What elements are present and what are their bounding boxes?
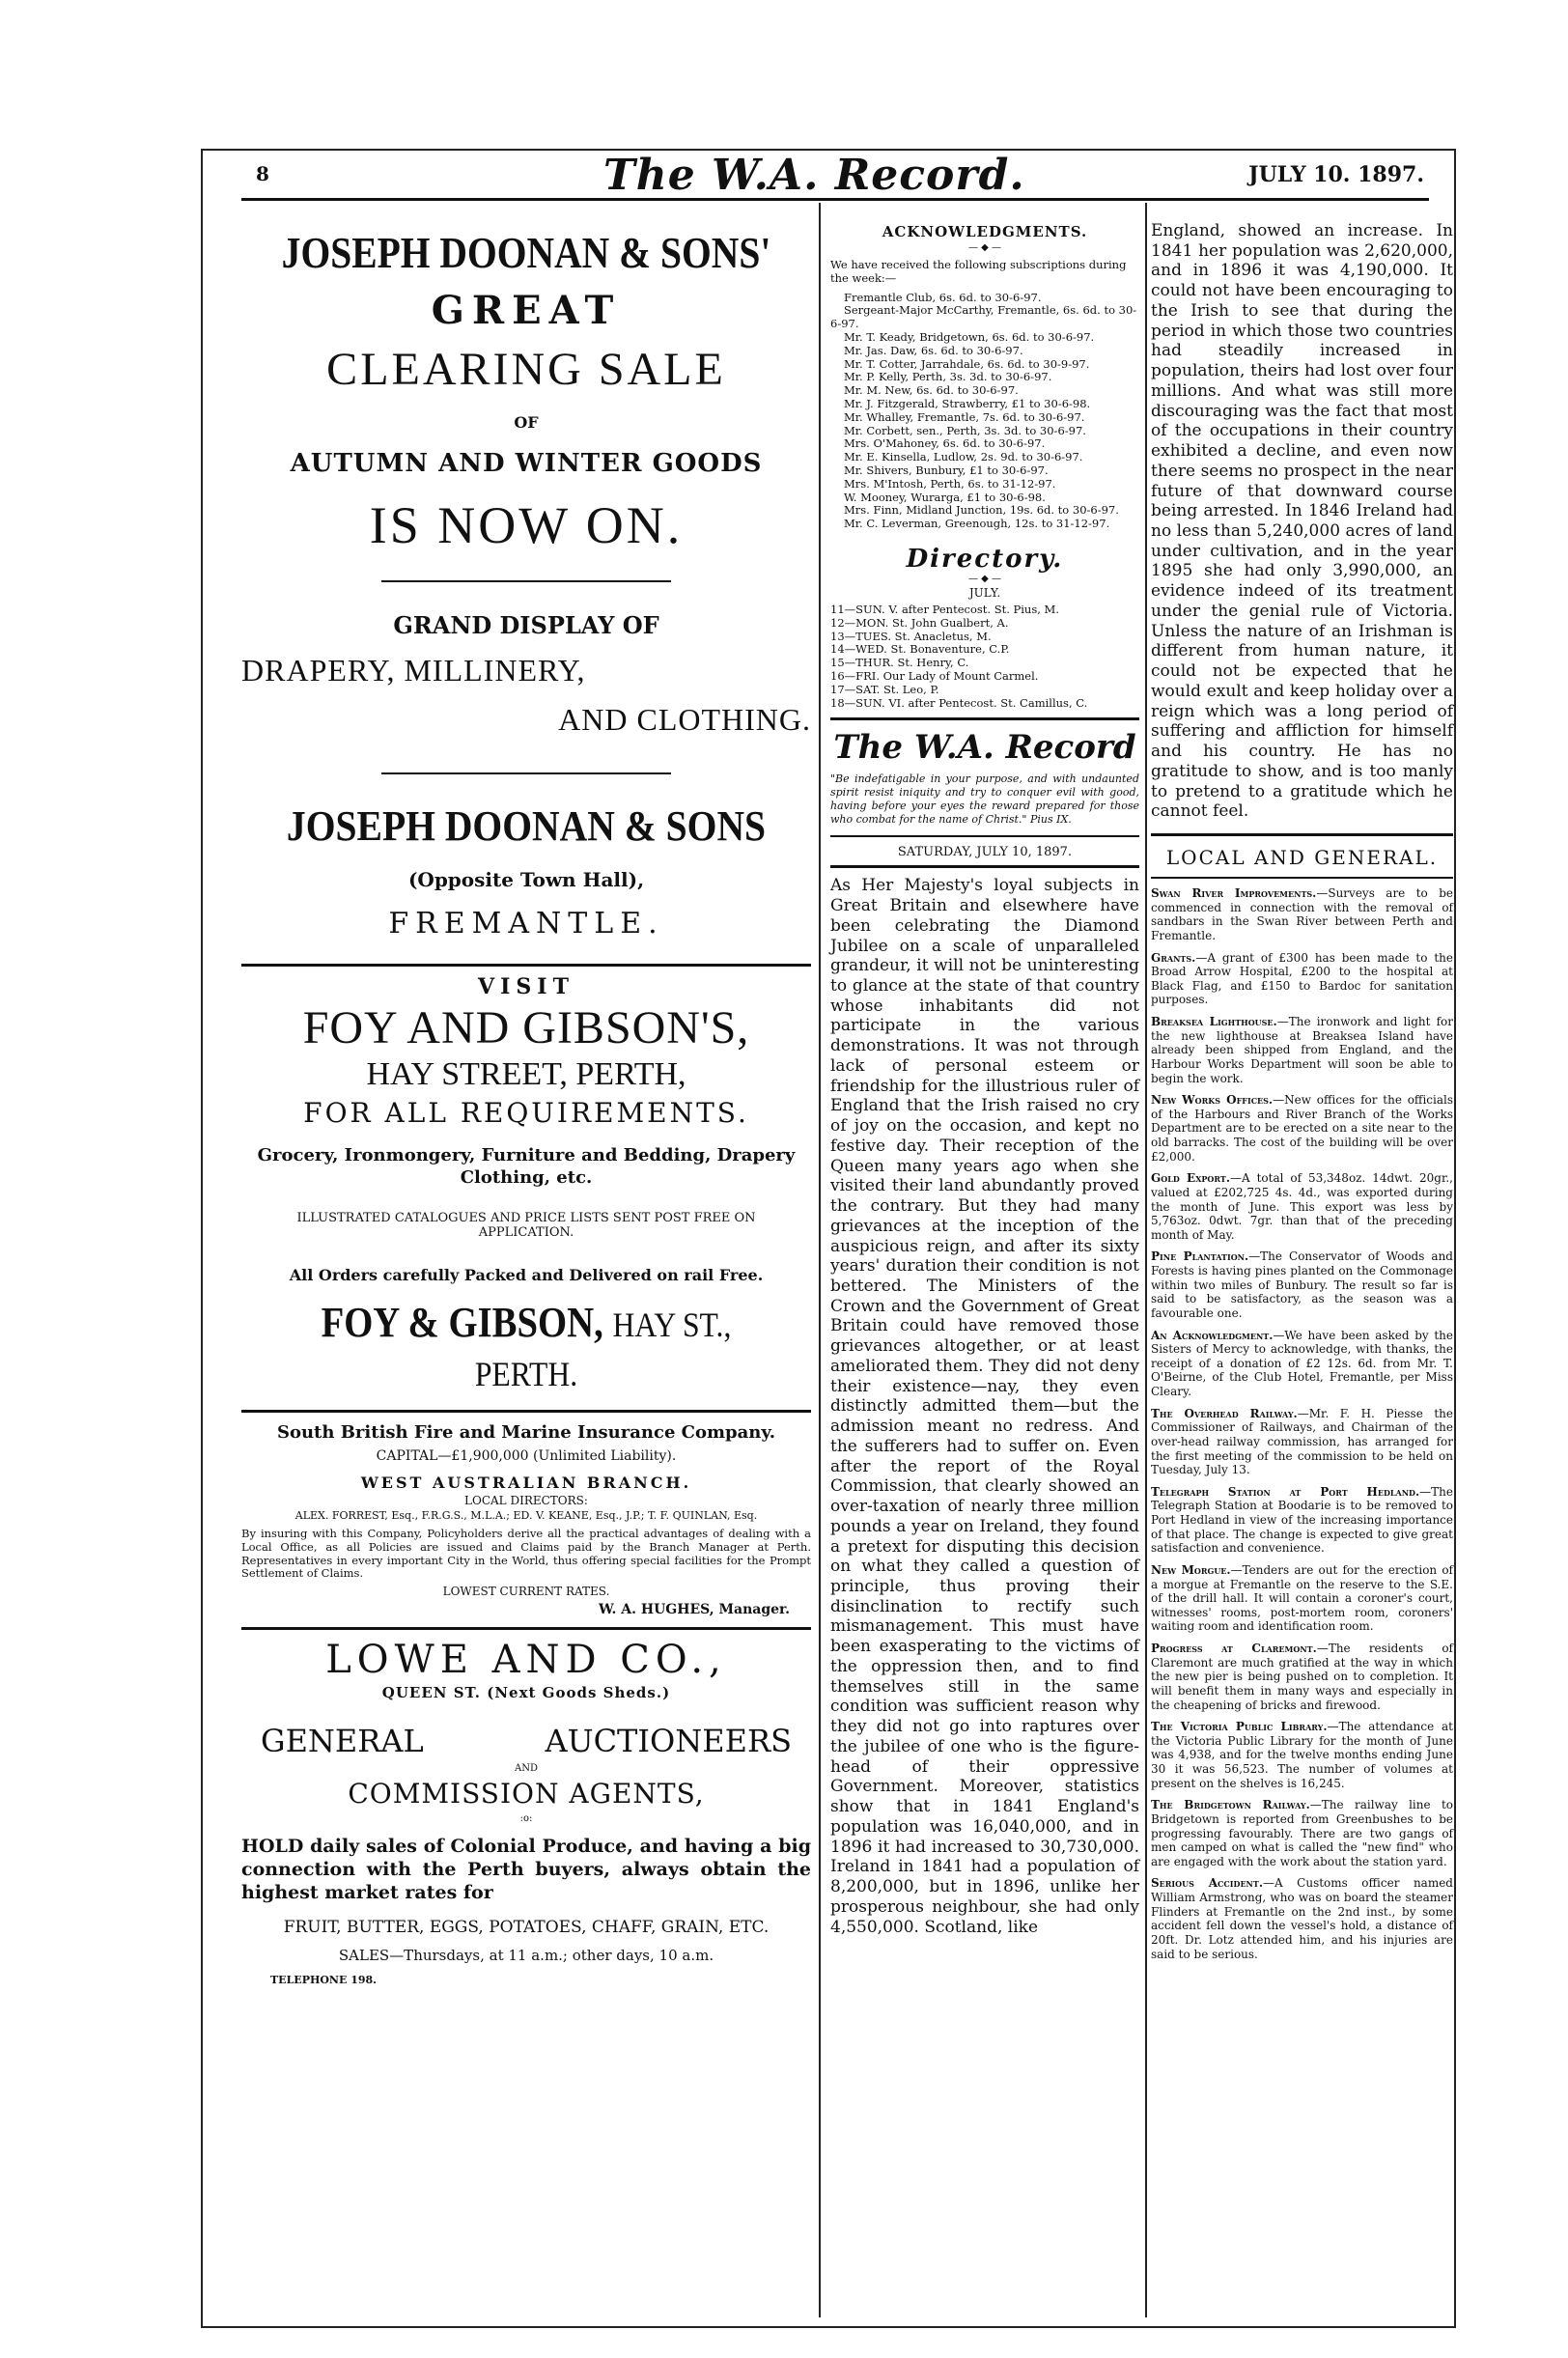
record-title: The W.A. Record xyxy=(833,728,1136,768)
advert-text: HOLD daily sales of Colonial Produce, and having a big connection with the Perth buyers, always obtain the highest market rates for xyxy=(241,1836,811,1903)
news-item-heading: New Works Offices. xyxy=(1151,1093,1274,1108)
advert-text: FOR ALL REQUIREMENTS. xyxy=(303,1097,749,1129)
news-item-heading: Telegraph Station at Port Hedland. xyxy=(1151,1484,1420,1499)
advert-text: W. A. HUGHES, Manager. xyxy=(598,1602,790,1618)
list-item: Mr. C. Leverman, Greenough, 12s. to 31-12-97. xyxy=(844,517,1110,531)
news-item-heading: The Bridgetown Railway. xyxy=(1151,1798,1310,1812)
list-item: Mr. Jas. Daw, 6s. 6d. to 30-6-97. xyxy=(844,343,1023,357)
advert-text: CAPITAL—£1,900,000 (Unlimited Liability). xyxy=(376,1447,677,1464)
lowe-advert xyxy=(241,1638,811,1986)
news-item-text: —A Customs officer named William Armstrong, who was on board the steamer Flinders at Fremantle on the 2nd inst., by some accident fell down the vessel's hold, a distance of 20ft. Dr. Lotz attended him, and his injuries are said to be serious. xyxy=(1151,1876,1453,1961)
right-column xyxy=(1151,208,1453,1969)
news-item-text: —The Conservator of Woods and Forests is having pines planted on the Commonage within two miles of Bunbury. The result so far is said to be satisfactory, as the season was a favourable one. xyxy=(1151,1249,1453,1320)
advert-title: FOY AND GIBSON'S, xyxy=(302,1002,750,1053)
divider xyxy=(381,772,671,774)
issue-date: JULY 10. 1897. xyxy=(1248,162,1424,187)
advert-text: QUEEN ST. (Next Goods Sheds.) xyxy=(381,1684,671,1702)
advert-text: TELEPHONE 198. xyxy=(270,1974,377,1987)
divider xyxy=(830,865,1139,868)
insurance-advert xyxy=(241,1422,811,1617)
advert-text: GRAND DISPLAY OF xyxy=(393,611,659,639)
news-item xyxy=(1151,886,1453,943)
news-item-heading: Swan River Improvements. xyxy=(1151,886,1317,901)
list-item: Mr. M. New, 6s. 6d. to 30-6-97. xyxy=(844,383,1019,398)
news-item-heading: Progress at Claremont. xyxy=(1151,1642,1317,1656)
middle-column xyxy=(830,208,1139,1937)
advert-heading: GREAT xyxy=(431,288,622,333)
dateline: SATURDAY, JULY 10, 1897. xyxy=(897,845,1073,860)
news-item xyxy=(1151,1171,1453,1242)
advert-text: (Opposite Town Hall), xyxy=(407,868,645,891)
advert-text: :o: xyxy=(519,1813,533,1825)
news-item xyxy=(1151,1093,1453,1164)
news-item xyxy=(1151,1015,1453,1085)
list-item: Fremantle Club, 6s. 6d. to 30-6-97. xyxy=(844,290,1042,304)
news-item-heading: Pine Plantation. xyxy=(1151,1249,1249,1264)
motto: "Be indefatigable in your purpose, and with undaunted spirit resist iniquity and try to conquer evil with good, having before your eyes the reward prepared for those who combat for the name of Christ." Pius IX. xyxy=(830,772,1139,826)
advert-text: GENERAL xyxy=(261,1723,424,1760)
advert-title: LOWE AND CO., xyxy=(325,1638,727,1683)
news-item xyxy=(1151,1876,1453,1961)
advert-text: VISIT xyxy=(478,974,574,999)
news-item-heading: New Morgue. xyxy=(1151,1562,1231,1577)
news-item-text: —Tenders are out for the erection of a morgue at Fremantle on the reserve to the S.E. of the drill hall. It will contain a coroner's court, witnesses' rooms, post-mortem room, coroners' waiting room and identification room. xyxy=(1151,1562,1453,1634)
advert-text: SALES—Thursdays, at 11 a.m.; other days, 10 a.m. xyxy=(338,1947,714,1965)
page-header xyxy=(237,151,1434,200)
divider xyxy=(830,717,1139,720)
directory-list xyxy=(830,604,1139,710)
news-item xyxy=(1151,1798,1453,1868)
list-item: Mr. E. Kinsella, Ludlow, 2s. 9d. to 30-6-97. xyxy=(844,450,1083,464)
advert-text: LOWEST CURRENT RATES. xyxy=(442,1585,610,1599)
divider xyxy=(381,580,671,582)
advert-title: JOSEPH DOONAN & SONS' xyxy=(281,228,771,277)
news-item-text: —The ironwork and light for the new lighthouse at Breaksea Island have already been shipped from England, and the Harbour Works Department will soon be able to begin the work. xyxy=(1151,1015,1454,1085)
advert-heading: CLEARING SALE xyxy=(326,344,726,395)
list-item: 11—SUN. V. after Pentecost. St. Pius, M. xyxy=(830,602,1059,616)
ornament: — ◆ — xyxy=(967,573,1002,584)
divider xyxy=(1151,877,1453,879)
acknowledgments-heading: ACKNOWLEDGMENTS. xyxy=(882,223,1088,240)
list-item: 17—SAT. St. Leo, P. xyxy=(830,682,939,696)
news-item-heading: Gold Export. xyxy=(1151,1171,1231,1186)
column-divider xyxy=(1145,203,1147,2317)
advert-title: South British Fire and Marine Insurance Company. xyxy=(276,1421,776,1443)
news-item-text: —A total of 53,348oz. 14dwt. 20gr., valued at £202,725 4s. 4d., was exported during the month of June. This export was less by 5,763oz. 0dwt. 7gr. than that of the preceding month of May. xyxy=(1151,1171,1453,1242)
news-item-text: —Mr. F. H. Piesse the Commissioner of Railways, and Chairman of the over-head railway commission, has arranged for the first meeting of the commission to be held on Tuesday, July 13. xyxy=(1151,1406,1453,1477)
news-item xyxy=(1151,1485,1453,1556)
list-item: 13—TUES. St. Anacletus, M. xyxy=(830,629,992,643)
advert-text: By insuring with this Company, Policyholders derive all the practical advantages of dealing with a Local Office, as all Policies are issued and Claims paid by the Branch Manager at Perth. Representatives in every important City in the World, thus offering special facilities for the Prompt Settlement of Claims. xyxy=(241,1526,811,1581)
list-item: Mr. Shivers, Bunbury, £1 to 30-6-97. xyxy=(844,463,1049,477)
news-item-heading: Serious Accident. xyxy=(1151,1876,1263,1891)
divider xyxy=(1151,833,1453,836)
acknowledgments-list xyxy=(830,292,1139,531)
advert-title: JOSEPH DOONAN & SONS xyxy=(286,802,767,850)
news-item xyxy=(1151,1642,1453,1712)
news-item-text: —A grant of £300 has been made to the Broad Arrow Hospital, £200 to the hospital at Black Flag, and £150 to Bardoc for sanitation purposes. xyxy=(1151,950,1453,1007)
news-item xyxy=(1151,1329,1453,1399)
header-rule xyxy=(241,198,1429,201)
page-number: 8 xyxy=(256,162,269,185)
advert-text: FRUIT, BUTTER, EGGS, POTATOES, CHAFF, GRAIN, ETC. xyxy=(283,1918,770,1938)
news-item-heading: Grants. xyxy=(1151,950,1196,965)
advert-text: HAY STREET, PERTH, xyxy=(366,1056,686,1092)
list-item: Mrs. Finn, Midland Junction, 19s. 6d. to 30-6-97. xyxy=(844,503,1119,518)
directory-heading: Directory. xyxy=(906,544,1064,574)
list-item: 15—THUR. St. Henry, C. xyxy=(830,656,969,670)
news-item-text: —Surveys are to be commenced in connection with the removal of sandbars in the Swan River between Perth and Fremantle. xyxy=(1151,886,1453,942)
doonan-advert xyxy=(241,227,811,940)
column-divider xyxy=(819,203,821,2317)
advert-text: DRAPERY, MILLINERY, xyxy=(241,653,586,688)
advert-text: OF xyxy=(514,413,539,432)
news-item-heading: Breaksea Lighthouse. xyxy=(1151,1015,1277,1029)
advert-text: HAY ST., PERTH. xyxy=(474,1305,732,1393)
advert-text: All Orders carefully Packed and Delivered on rail Free. xyxy=(289,1265,764,1284)
list-item: Mr. J. Fitzgerald, Strawberry, £1 to 30-6-98. xyxy=(844,396,1091,410)
divider xyxy=(241,1410,811,1413)
news-item xyxy=(1151,1249,1453,1320)
news-item xyxy=(1151,1407,1453,1477)
directory-month: JULY. xyxy=(968,585,1001,600)
advertisement-column xyxy=(241,208,811,1986)
advert-text: WEST AUSTRALIAN BRANCH. xyxy=(360,1473,692,1492)
list-item: Mr. T. Keady, Bridgetown, 6s. 6d. to 30-6-97. xyxy=(844,329,1095,344)
news-item-heading: An Acknowledgment. xyxy=(1151,1328,1274,1342)
news-item xyxy=(1151,1563,1453,1634)
list-item: Mrs. O'Mahoney, 6s. 6d. to 30-6-97. xyxy=(844,436,1046,451)
news-item-heading: The Victoria Public Library. xyxy=(1151,1720,1328,1734)
advert-text: AUCTIONEERS xyxy=(545,1723,792,1760)
advert-text: COMMISSION AGENTS, xyxy=(348,1778,705,1811)
list-item: Mr. Whalley, Fremantle, 7s. 6d. to 30-6-97. xyxy=(844,409,1085,424)
advert-text: AND CLOTHING. xyxy=(558,702,811,737)
local-general-list xyxy=(1151,886,1453,1961)
news-item-text: —The attendance at the Victoria Public Library for the month of June was 4,938, and for the twelve months ending June 30 it was 56,523. The number of volumes at present on the shelves is 16,245. xyxy=(1151,1720,1453,1790)
advert-text: ILLUSTRATED CATALOGUES AND PRICE LISTS SENT POST FREE ON APPLICATION. xyxy=(296,1210,756,1241)
list-item: 18—SUN. VI. after Pentecost. St. Camillus, C. xyxy=(830,695,1088,710)
news-item-text: —We have been asked by the Sisters of Mercy to acknowledge, with thanks, the receipt of a donation of £2 12s. 6d. from Mr. T. O'Beirne, of the Club Hotel, Fremantle, per Miss Cleary. xyxy=(1151,1328,1453,1399)
ornament: — ◆ — xyxy=(967,242,1002,253)
list-item: Sergeant-Major McCarthy, Fremantle, 6s. 6d. to 30-6-97. xyxy=(830,303,1137,331)
foy-gibson-advert xyxy=(241,974,811,1396)
advert-text: FREMANTLE. xyxy=(388,907,664,940)
advert-heading: IS NOW ON. xyxy=(369,496,684,554)
advert-text: Grocery, Ironmongery, Furniture and Bedding, Drapery Clothing, etc. xyxy=(257,1145,796,1189)
news-item-text: —The railway line to Bridgetown is reported from Greenbushes to be progressing favourably. There are two gangs of men camped on what is called the "new find" who are engaged with the work about the station yard. xyxy=(1151,1798,1453,1868)
divider xyxy=(241,964,811,967)
acknowledgments-intro: We have received the following subscriptions during the week:— xyxy=(830,258,1127,285)
list-item: 16—FRI. Our Lady of Mount Carmel. xyxy=(830,668,1039,683)
list-item: 12—MON. St. John Gualbert, A. xyxy=(830,615,1009,630)
divider xyxy=(241,1627,811,1630)
advert-text: AUTUMN AND WINTER GOODS xyxy=(290,449,763,478)
news-item-text: —New offices for the officials of the Harbours and River Branch of the Works Department are to be erected on a site near to the old barracks. The cost of the building will be over £2,000. xyxy=(1151,1093,1453,1164)
advert-text: LOCAL DIRECTORS: xyxy=(464,1493,588,1507)
advert-text: AND xyxy=(515,1763,538,1775)
editorial-continuation: England, showed an increase. In 1841 her population was 2,620,000, and in 1896 it was 4,190,000. It could not have been encouraging to the Irish to see that during the period in which those two countries had steadily increased in population, theirs had lost over four millions. And what was still more discouraging was the fact that most of the occupations in their country exhibited a decline, and even now there seems no prospect in the near future of that downward course being arrested. In 1846 Ireland had no less than 5,240,000 acres of land under cultivation, and in the year 1895 she had only 3,990,000, an evidence indeed of its treatment under the genial rule of Victoria. Unless the nature of an Irishman is different from human nature, it could not be expected that he would exult and keep holiday over a reign which was a long period of suffering and affliction for himself and his country. He has no gratitude to show, and is too manly to pretend to a gratitude which he cannot feel. xyxy=(1151,221,1453,822)
advert-text: ALEX. FORREST, Esq., F.R.G.S., M.L.A.; ED. V. KEANE, Esq., J.P.; T. F. QUINLAN, Esq. xyxy=(294,1508,758,1522)
news-item xyxy=(1151,1720,1453,1790)
news-item-text: —The Telegraph Station at Boodarie is to be removed to Port Hedland in view of the increasing importance of that place. The change is expected to give great satisfaction and convenience. xyxy=(1151,1484,1453,1556)
list-item: 14—WED. St. Bonaventure, C.P. xyxy=(830,642,1010,657)
local-general-heading: LOCAL AND GENERAL. xyxy=(1165,846,1439,870)
list-item: W. Mooney, Wurarga, £1 to 30-6-98. xyxy=(844,490,1046,504)
list-item: Mrs. M'Intosh, Perth, 6s. to 31-12-97. xyxy=(844,476,1056,491)
divider xyxy=(830,835,1139,837)
editorial-text: As Her Majesty's loyal subjects in Great Britain and elsewhere have been celebrating the Diamond Jubilee on a scale of unparalleled grandeur, it will not be uninteresting to glance at the state of that country whose inhabitants did not participate in the various demonstrations. It was not through lack of personal esteem or friendship for the illustrious ruler of England that the Irish raised no cry of joy on the occasion, and kept no festive day. Their reception of the Queen many years ago when she visited their land abundantly proved the contrary. But they had many grievances at the inception of the auspicious reign, and after its sixty years' duration their condition is not bettered. The Ministers of the Crown and the Government of Great Britain could have removed those grievances altogether, or at least ameliorated them. They did not deny their existence—nay, they even distinctly admitted them—but the admission meant no redress. And the sufferers had to suffer on. Even after the report of the Royal Commission, that clearly showed an over-taxation of nearly three million pounds a year on Ireland, they found a pretext for disputing this decision on what they called a question of principle, thus proving their disinclination to rectify such mismanagement. This must have been exasperating to the victims of the oppression then, and to find themselves still in the same condition was sufficient reason why they did not go into raptures over the jubilee of one who is the figure-head of their oppressive Government. Moreover, statistics show that in 1841 England's population was 16,040,000, and in 1896 it had increased to 30,730,000. Ireland in 1841 had a population of 8,200,000, but in 1896, unlike her prosperous neighbour, she had only 4,550,000. Scotland, like xyxy=(830,876,1139,1937)
news-item xyxy=(1151,951,1453,1008)
news-item-text: —The residents of Claremont are much gratified at the way in which the new pier is being pushed on to completion. It will benefit them in many ways and especially in the cheapening of bricks and firewood. xyxy=(1151,1642,1453,1712)
list-item: Mr. T. Cotter, Jarrahdale, 6s. 6d. to 30-9-97. xyxy=(844,356,1090,371)
advert-title: FOY & GIBSON, xyxy=(321,1298,603,1346)
list-item: Mr. Corbett, sen., Perth, 3s. 3d. to 30-6-97. xyxy=(844,423,1086,437)
list-item: Mr. P. Kelly, Perth, 3s. 3d. to 30-6-97. xyxy=(844,370,1052,384)
news-item-heading: The Overhead Railway. xyxy=(1151,1406,1298,1420)
masthead: The W.A. Record. xyxy=(603,151,1025,200)
